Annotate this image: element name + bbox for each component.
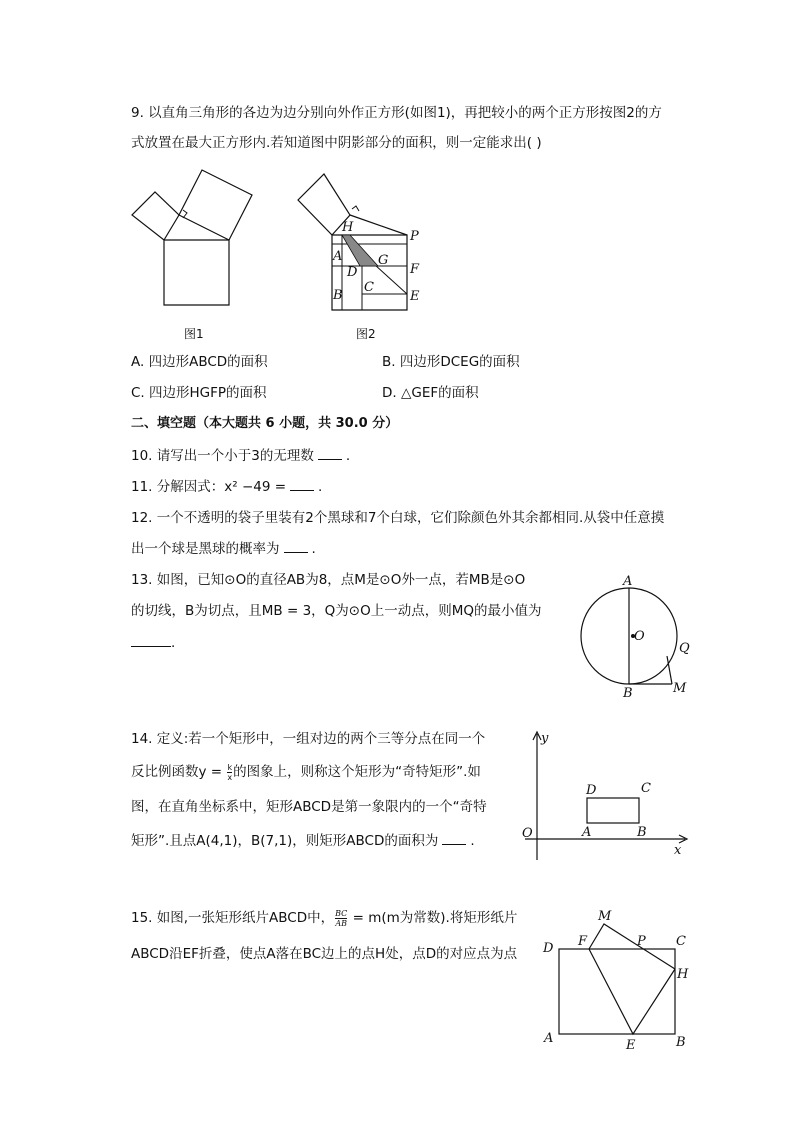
q14-label-D: D: [586, 783, 597, 798]
q13-line1: 13. 如图，已知⊙O的直径AB为8，点M是⊙O外一点，若MB是⊙O: [131, 572, 526, 588]
q11-text: 11. 分解因式：x² −49 =: [131, 479, 287, 495]
q15-label-D: D: [543, 941, 554, 956]
fig2-label-C: C: [364, 280, 374, 295]
q9-option-d: D. △GEF的面积: [382, 385, 479, 401]
q14-label-C: C: [641, 781, 651, 796]
q9-line1: 9. 以直角三角形的各边为边分别向外作正方形(如图1)，再把较小的两个正方形按图2的方: [131, 105, 662, 121]
q15-line1: [131, 908, 517, 928]
q15-line2: ABCD沿EF折叠，使点A落在BC边上的点H处，点D的对应点为点: [131, 946, 518, 962]
fig2-label-D: D: [347, 265, 358, 280]
q14-end: .: [470, 833, 475, 849]
q11-end: .: [318, 479, 323, 495]
fig1-caption: 图1: [184, 327, 204, 341]
q15-label-C: C: [676, 934, 686, 949]
q15-figure: [540, 905, 700, 1055]
q12-line2: [131, 539, 316, 559]
q13-blank: [131, 634, 171, 647]
q13-label-O: O: [634, 629, 645, 644]
q14-label-A: A: [582, 825, 592, 840]
q15-label-E: E: [626, 1038, 636, 1053]
q14-line2: [131, 762, 481, 782]
q10: [131, 446, 350, 466]
fig2-label-B: B: [333, 288, 343, 303]
q14-line2-post: 的图象上，则称这个矩形为“奇特矩形”.如: [233, 764, 481, 780]
q9-figure1: [120, 160, 270, 350]
q13-figure: [570, 570, 710, 700]
q15-label-P: P: [637, 934, 646, 949]
q13-label-Q: Q: [679, 641, 690, 656]
q12-text: 出一个球是黑球的概率为: [131, 541, 280, 557]
q15-line1-post: = m(m为常数).将矩形纸片: [348, 910, 518, 926]
fig2-label-P: P: [410, 229, 419, 244]
q14-line3: 图，在直角坐标系中，矩形ABCD是第一象限内的一个“奇特: [131, 799, 487, 815]
q15-label-B: B: [676, 1035, 686, 1050]
q14-blank: [442, 832, 466, 845]
q15-fraction: [335, 909, 347, 928]
q9-figure2: [290, 160, 440, 350]
q10-end: .: [345, 448, 351, 464]
q14-fraction: [227, 763, 232, 782]
q15-line1-pre: 15. 如图,一张矩形纸片ABCD中，: [131, 910, 335, 926]
q14-label-B: B: [637, 825, 647, 840]
q15-label-M: M: [598, 909, 612, 924]
q14-line1: 14. 定义:若一个矩形中，一组对边的两个三等分点在同一个: [131, 731, 486, 747]
q12-end: .: [311, 541, 316, 557]
q11-blank: [290, 478, 314, 491]
q10-blank: [318, 447, 342, 460]
fig2-label-F: F: [410, 262, 420, 277]
q15-frac-den: AB: [335, 918, 348, 928]
q9-option-c: C. 四边形HGFP的面积: [131, 385, 267, 401]
q14-frac-num: k: [227, 762, 233, 772]
fig2-caption: 图2: [356, 327, 376, 341]
fig2-label-H: H: [342, 220, 354, 235]
q9-option-b: B. 四边形DCEG的面积: [382, 354, 520, 370]
fig2-label-E: E: [410, 289, 420, 304]
q14-line4: [131, 831, 475, 851]
q9-option-a: A. 四边形ABCD的面积: [131, 354, 268, 370]
q14-figure: [515, 728, 695, 868]
q9-line2: 式放置在最大正方形内.若知道图中阴影部分的面积，则一定能求出( ): [131, 135, 542, 151]
fig2-label-G: G: [378, 253, 389, 268]
q14-label-x: x: [674, 843, 682, 858]
q12-blank: [284, 540, 308, 553]
q13-line2: 的切线，B为切点，且MB = 3，Q为⊙O上一动点，则MQ的最小值为: [131, 603, 542, 619]
q14-text: 矩形”.且点A(4,1)，B(7,1)，则矩形ABCD的面积为: [131, 833, 439, 849]
q15-label-H: H: [677, 967, 689, 982]
q14-frac-den: x: [227, 772, 233, 782]
q15-frac-num: BC: [335, 908, 348, 918]
q11: [131, 477, 322, 497]
q10-text: 10. 请写出一个小于3的无理数: [131, 448, 314, 464]
section-heading: 二、填空题（本大题共 6 小题，共 30.0 分）: [131, 416, 399, 431]
q12-line1: 12. 一个不透明的袋子里装有2个黑球和7个白球，它们除颜色外其余都相同.从袋中任意摸: [131, 510, 665, 526]
q13-label-B: B: [623, 686, 633, 701]
q15-label-A: A: [544, 1031, 554, 1046]
q13-label-A: A: [623, 574, 633, 589]
q14-label-y: y: [541, 731, 549, 746]
q14-label-O: O: [522, 826, 533, 841]
q13-label-M: M: [673, 681, 687, 696]
q13-line3: [131, 633, 175, 653]
q13-end: .: [171, 635, 176, 651]
q14-line2-pre: 反比例函数y =: [131, 764, 227, 780]
fig2-label-A: A: [333, 249, 343, 264]
q15-label-F: F: [578, 934, 588, 949]
